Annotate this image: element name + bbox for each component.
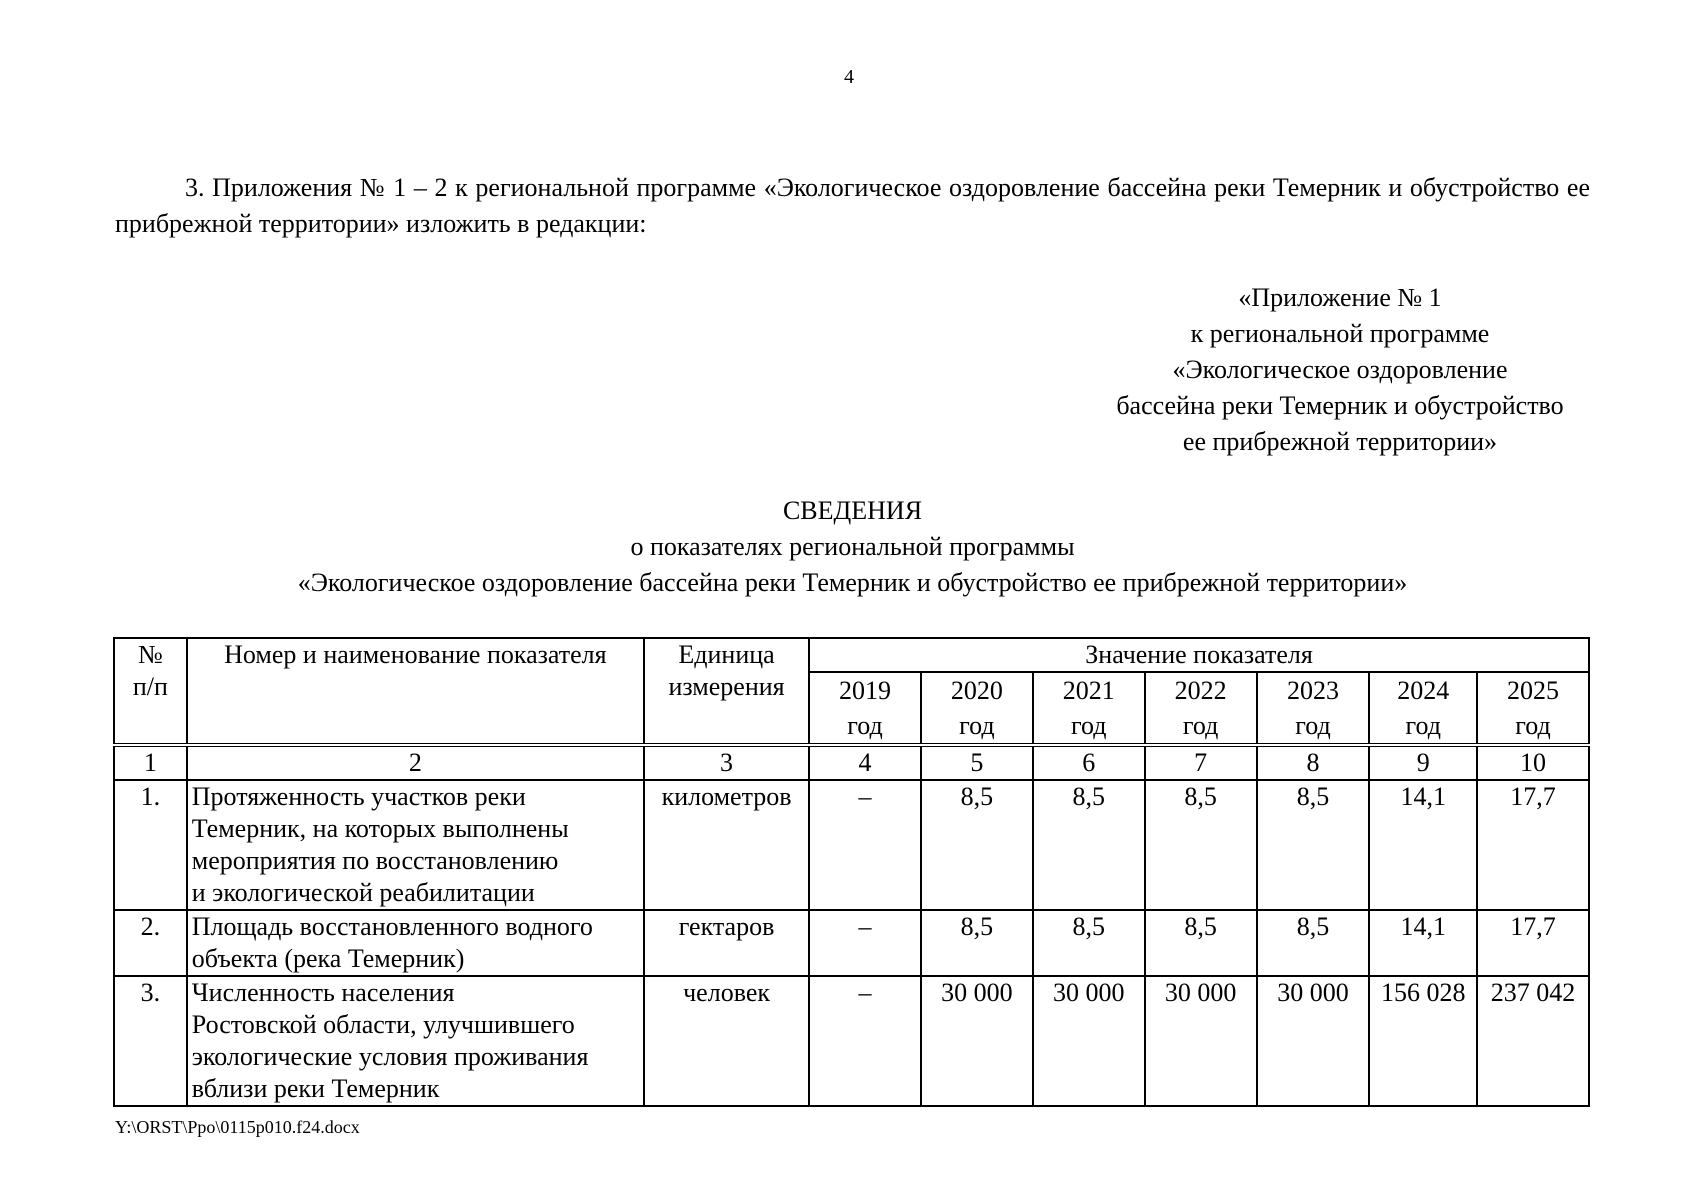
header-name: Номер и наименование показателя xyxy=(187,638,644,745)
row-unit: человек xyxy=(644,976,809,1106)
header-year: 2025 год xyxy=(1477,672,1589,745)
column-number: 6 xyxy=(1033,745,1145,780)
row-value: 30 000 xyxy=(921,976,1033,1106)
header-year: 2022 год xyxy=(1145,672,1257,745)
header-year: 2020 год xyxy=(921,672,1033,745)
row-value: 8,5 xyxy=(921,780,1033,910)
table-row xyxy=(114,976,1589,1106)
column-number: 2 xyxy=(187,745,644,780)
row-value: 8,5 xyxy=(1033,910,1145,976)
header-num: № п/п xyxy=(114,638,187,745)
document-heading xyxy=(115,493,1590,601)
header-year: 2021 год xyxy=(1033,672,1145,745)
row-num: 2. xyxy=(114,910,187,976)
heading-line: о показателях региональной программы xyxy=(630,532,1075,561)
row-value: 8,5 xyxy=(1257,780,1370,910)
row-unit: километров xyxy=(644,780,809,910)
column-number: 10 xyxy=(1477,745,1589,780)
column-numbers-row xyxy=(114,745,1589,780)
row-unit: гектаров xyxy=(644,910,809,976)
row-value: 156 028 xyxy=(1369,976,1477,1106)
intro-item-number: 3. xyxy=(185,173,205,202)
column-number: 1 xyxy=(114,745,187,780)
appendix-caption xyxy=(1090,280,1590,460)
row-value: 8,5 xyxy=(1145,780,1257,910)
row-value: 14,1 xyxy=(1369,780,1477,910)
column-number: 9 xyxy=(1369,745,1477,780)
table-row xyxy=(114,780,1589,910)
column-number: 7 xyxy=(1145,745,1257,780)
row-value: 17,7 xyxy=(1477,780,1589,910)
intro-paragraph xyxy=(115,170,1590,242)
row-value: 8,5 xyxy=(1145,910,1257,976)
row-value: 237 042 xyxy=(1477,976,1589,1106)
appendix-line: «Приложение № 1 xyxy=(1238,283,1442,312)
row-indicator-name: Протяженность участков реки Темерник, на которых выполнены мероприятия по восстановлению и экологической реабилитации xyxy=(187,780,644,910)
file-path-footer: Y:\ORST\Ppo\0115p010.f24.docx xyxy=(115,1117,360,1137)
appendix-line: бассейна реки Темерник и обустройство xyxy=(1116,391,1564,420)
column-number: 8 xyxy=(1257,745,1370,780)
row-value: 30 000 xyxy=(1145,976,1257,1106)
row-value: 30 000 xyxy=(1033,976,1145,1106)
header-unit: Единица измерения xyxy=(644,638,809,745)
appendix-line: ее прибрежной территории» xyxy=(1182,427,1498,456)
row-value: 30 000 xyxy=(1257,976,1370,1106)
indicators-table xyxy=(113,637,1590,1107)
row-value: – xyxy=(809,780,921,910)
row-indicator-name: Численность населения Ростовской области, улучшившего экологические условия проживания вблизи реки Темерник xyxy=(187,976,644,1106)
table-row xyxy=(114,910,1589,976)
header-year: 2019 год xyxy=(809,672,921,745)
row-value: – xyxy=(809,976,921,1106)
header-year: 2024 год xyxy=(1369,672,1477,745)
column-number: 5 xyxy=(921,745,1033,780)
appendix-line: «Экологическое оздоровление xyxy=(1172,355,1508,384)
table-header-row xyxy=(114,638,1589,672)
intro-text: Приложения № 1 – 2 к региональной программе «Экологическое оздоровление бассейна реки Темерник и обустройство ее прибрежной территории» изложить в редакции: xyxy=(115,173,1591,238)
header-value-group: Значение показателя xyxy=(809,638,1589,672)
heading-line: «Экологическое оздоровление бассейна реки Темерник и обустройство ее прибрежной территории» xyxy=(297,568,1408,597)
row-value: 8,5 xyxy=(1033,780,1145,910)
header-year: 2023 год xyxy=(1257,672,1370,745)
row-value: 8,5 xyxy=(921,910,1033,976)
row-num: 1. xyxy=(114,780,187,910)
row-value: 14,1 xyxy=(1369,910,1477,976)
appendix-line: к региональной программе xyxy=(1190,319,1490,348)
row-num: 3. xyxy=(114,976,187,1106)
page-number: 4 xyxy=(844,66,854,88)
column-number: 3 xyxy=(644,745,809,780)
heading-title: СВЕДЕНИЯ xyxy=(782,496,923,525)
row-indicator-name: Площадь восстановленного водного объекта (река Темерник) xyxy=(187,910,644,976)
column-number: 4 xyxy=(809,745,921,780)
row-value: – xyxy=(809,910,921,976)
row-value: 17,7 xyxy=(1477,910,1589,976)
row-value: 8,5 xyxy=(1257,910,1370,976)
